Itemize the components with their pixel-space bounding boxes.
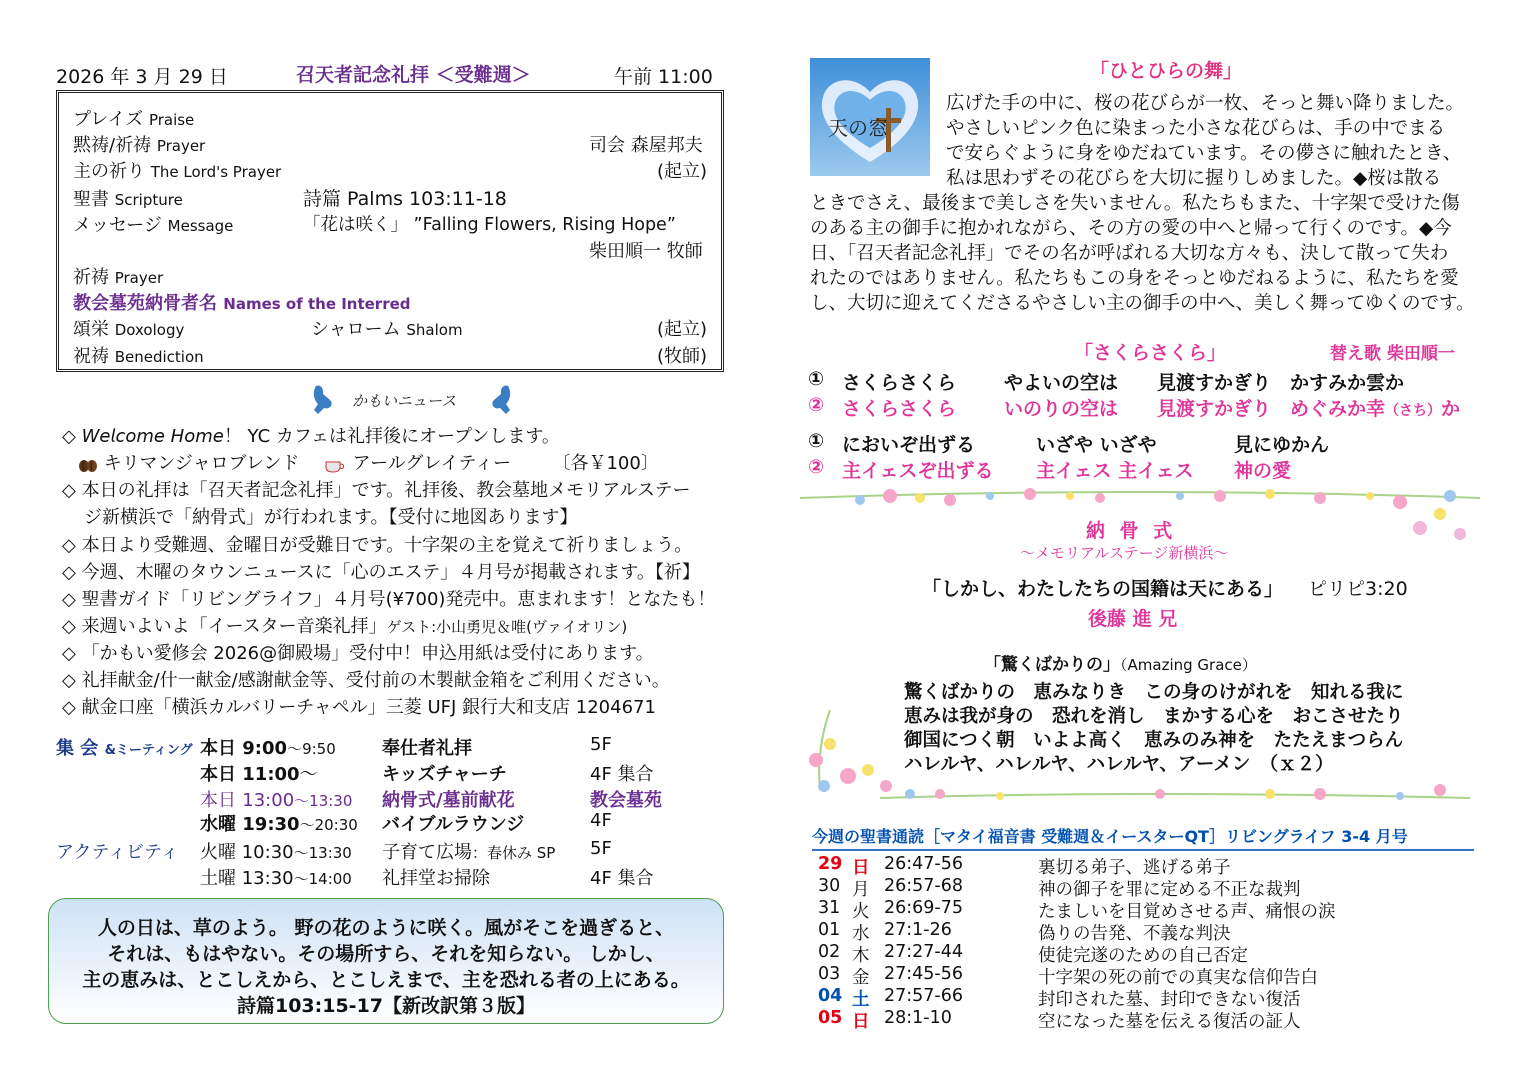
sakura-title: 「さくらさくら」 bbox=[1074, 342, 1227, 364]
lyric-line: ハレルヤ、ハレルヤ、ハレルヤ、アーメン （ｘ２） bbox=[904, 754, 1334, 775]
news-item: ◇ 本日の礼拝は「召天者記念礼拝」です。礼拝後、教会墓地メモリアルステー bbox=[62, 480, 691, 501]
meeting-row: 本日 11:00～ bbox=[200, 764, 318, 785]
order-lords-prayer: 主の祈り bbox=[73, 161, 145, 182]
order-message: メッセージ bbox=[73, 215, 162, 236]
tennomado-label: 天の窓 bbox=[828, 116, 888, 140]
reading-weekday: 日 bbox=[852, 1012, 870, 1032]
service-date: 2026 年 3 月 29 日 bbox=[56, 66, 228, 88]
reading-date: 02 bbox=[818, 942, 841, 962]
reading-reference: 27:45-56 bbox=[884, 964, 964, 984]
reading-weekday: 金 bbox=[852, 968, 870, 988]
reading-reference: 26:69-75 bbox=[884, 898, 964, 918]
reading-title: 偽りの告発、不義な判決 bbox=[1038, 924, 1231, 944]
essay-title: 「ひとひらの舞」 bbox=[1090, 60, 1243, 82]
news-item: ◇ 𝘞𝘦𝘭𝘤𝘰𝘮𝘦 𝘏𝘰𝘮𝘦！ YC カフェは礼拝後にオープンします。 bbox=[62, 426, 560, 447]
news-heading: かもいニュース bbox=[308, 380, 518, 420]
service-time: 午前 11:00 bbox=[614, 66, 713, 88]
news-item: ◇ 今週、木曜のタウンニュースに「心のエステ」４月号が掲載されます。【祈】 bbox=[62, 562, 700, 583]
news-item: ◇ 来週いよいよ「イースター音楽礼拝」ゲスト:小山勇児＆唯(ヴァイオリン) bbox=[62, 616, 628, 637]
reading-title: 空になった墓を伝える復活の証人 bbox=[1038, 1012, 1301, 1032]
interment-verse: 「しかし、わたしたちの国籍は天にある」 bbox=[922, 578, 1284, 600]
reading-weekday: 月 bbox=[852, 880, 870, 900]
reading-reference: 27:1-26 bbox=[884, 920, 952, 940]
interment-verse-ref: ピリピ3:20 bbox=[1308, 578, 1408, 600]
reading-date: 01 bbox=[818, 920, 841, 940]
meeting-row: 土曜 13:30～14:00 bbox=[200, 868, 352, 889]
bible-reading-heading: 今週の聖書通読［マタイ福音書 受難週＆イースターQT］リビングライフ 3-4 月号 bbox=[812, 824, 1474, 851]
bulletin-header bbox=[56, 60, 726, 90]
reading-title: 神の御子を罪に定める不正な裁判 bbox=[1038, 880, 1301, 900]
interment-speaker: 後藤 進 兄 bbox=[1088, 608, 1178, 630]
meeting-row: 本日 9:00～9:50 bbox=[200, 738, 336, 759]
news-item: キリマンジャロブレンド アールグレイティー 〔各￥100〕 bbox=[78, 449, 659, 475]
reading-title: 使徒完遂のための自己否定 bbox=[1038, 946, 1248, 966]
coffee-beans-icon bbox=[78, 457, 98, 471]
emcee: 司会 森屋邦夫 bbox=[589, 135, 703, 156]
news-item: ◇ 献金口座「横浜カルバリーチャペル」三菱 UFJ 銀行大和支店 1204671 bbox=[62, 697, 656, 718]
order-prayer-2: 祈祷 bbox=[73, 267, 109, 288]
scripture-reference: 詩篇 Palms 103:11-18 bbox=[303, 188, 507, 210]
reading-date: 03 bbox=[818, 964, 841, 984]
order-benediction: 祝祷 bbox=[73, 346, 109, 367]
message-title: 「花は咲く」 ”Falling Flowers, Rising Hope” bbox=[303, 215, 676, 235]
tennomado-image bbox=[810, 58, 930, 176]
reading-reference: 26:47-56 bbox=[884, 854, 964, 874]
amazing-grace-title: 「驚くばかりの」（Amazing Grace） bbox=[984, 655, 1257, 675]
hands-icon bbox=[308, 380, 348, 420]
reading-weekday: 日 bbox=[852, 858, 870, 878]
reading-reference: 28:1-10 bbox=[884, 1008, 952, 1028]
scripture-verse-box bbox=[48, 898, 724, 1024]
reading-weekday: 火 bbox=[852, 902, 870, 922]
lyric-line: 御国につく朝 いよよ高く 恵みのみ神を たたえまつらん bbox=[904, 730, 1404, 751]
reading-weekday: 木 bbox=[852, 946, 870, 966]
service-title: 召天者記念礼拝 ＜受難週＞ bbox=[296, 64, 531, 86]
news-item: ジ新横浜で「納骨式」が行われます。【受付に地図あります】 bbox=[84, 507, 578, 528]
lyric-line: 驚くばかりの 恵みなりき この身のけがれを 知れる我に bbox=[904, 682, 1404, 703]
reading-title: 封印された墓、封印できない復活 bbox=[1038, 990, 1301, 1010]
order-scripture: 聖書 bbox=[73, 189, 109, 210]
reading-title: たましいを目覚めさせる声、痛恨の涙 bbox=[1038, 902, 1336, 922]
order-prayer: 黙祷/祈祷 bbox=[73, 135, 152, 156]
sakura-arranger: 替え歌 柴田順一 bbox=[1330, 344, 1455, 364]
interment-title: 納 骨 式 bbox=[1086, 520, 1177, 542]
reading-reference: 26:57-68 bbox=[884, 876, 964, 896]
order-doxology: 頌栄 bbox=[73, 319, 109, 340]
meeting-row: 火曜 10:30～13:30 bbox=[200, 842, 352, 863]
news-item: ◇ 「かもい愛修会 2026@御殿場」受付中！申込用紙は受付にあります。 bbox=[62, 643, 654, 664]
reading-title: 裏切る弟子、逃げる弟子 bbox=[1038, 858, 1231, 878]
order-praise: プレイズ bbox=[73, 109, 144, 130]
reading-date: 31 bbox=[818, 898, 841, 918]
reading-weekday: 土 bbox=[852, 990, 870, 1010]
reading-date: 30 bbox=[818, 876, 841, 896]
meeting-row: 水曜 19:30～20:30 bbox=[200, 814, 358, 835]
reading-reference: 27:27-44 bbox=[884, 942, 964, 962]
news-item: ◇ 聖書ガイド「リビングライフ」４月号(¥700)発売中。恵まれます！となたも！ bbox=[62, 589, 716, 610]
interment-subtitle: ～メモリアルステージ新横浜～ bbox=[1020, 544, 1229, 562]
meetings-label: 集 会 bbox=[56, 738, 99, 759]
reading-weekday: 水 bbox=[852, 924, 870, 944]
reading-date: 29 bbox=[818, 854, 843, 874]
meeting-row: 本日 13:00～13:30 bbox=[200, 790, 353, 811]
reading-reference: 27:57-66 bbox=[884, 986, 964, 1006]
news-item: ◇ 本日より受難週、金曜日が受難日です。十字架の主を覚えて祈りましょう。 bbox=[62, 535, 693, 556]
hands-icon bbox=[476, 380, 516, 420]
standing-note-1: (起立) bbox=[657, 161, 708, 182]
verse-line: 人の日は、草のよう。 野の花のように咲く。風がそこを過ぎると、 bbox=[97, 917, 675, 939]
verse-line: それは、もはやない。その場所すら、それを知らない。 しかし、 bbox=[107, 943, 665, 965]
tea-cup-icon bbox=[323, 457, 347, 471]
reading-date: 04 bbox=[818, 986, 843, 1006]
verse-line: 主の恵みは、とこしえから、とこしえまで、主を恐れる者の上にある。 bbox=[82, 969, 690, 991]
shalom: シャローム bbox=[311, 319, 401, 340]
verse-reference: 詩篇103:15-17【新改訳第３版】 bbox=[236, 995, 536, 1017]
news-item: ◇ 礼拝献金/什一献金/感謝献金等、受付前の木製献金箱をご利用ください。 bbox=[62, 670, 670, 691]
standing-note-2: (起立) bbox=[657, 319, 708, 340]
by-pastor-note: (牧師) bbox=[657, 346, 708, 367]
order-interred-names: 教会墓苑納骨者名 bbox=[73, 293, 217, 314]
reading-title: 十字架の死の前での真実な信仰告白 bbox=[1038, 968, 1318, 988]
lyric-line: 恵みは我が身の 恐れを消し まかする心を おこさせたり bbox=[904, 706, 1404, 727]
activity-label: アクティビティ bbox=[56, 842, 179, 863]
reading-date: 05 bbox=[818, 1008, 843, 1028]
pastor-name: 柴田順一 牧師 bbox=[589, 241, 703, 262]
order-of-service: プレイズ Praise 黙祷/祈祷 Prayer 司会 森屋邦夫 主の祈り The Lord's Prayer (起立) 聖書 Scripture 詩篇 Palms 103:11-18 メッセージ Message 「花は咲く」 ”Falling Flowers, Rising Hope” 柴田順一 牧師 祈祷 Prayer 教会墓苑納骨者名 Names of the Interred 頌栄 Doxology シャローム Shalom (起立) 祝祷 Benediction (牧師) bbox=[56, 90, 724, 372]
